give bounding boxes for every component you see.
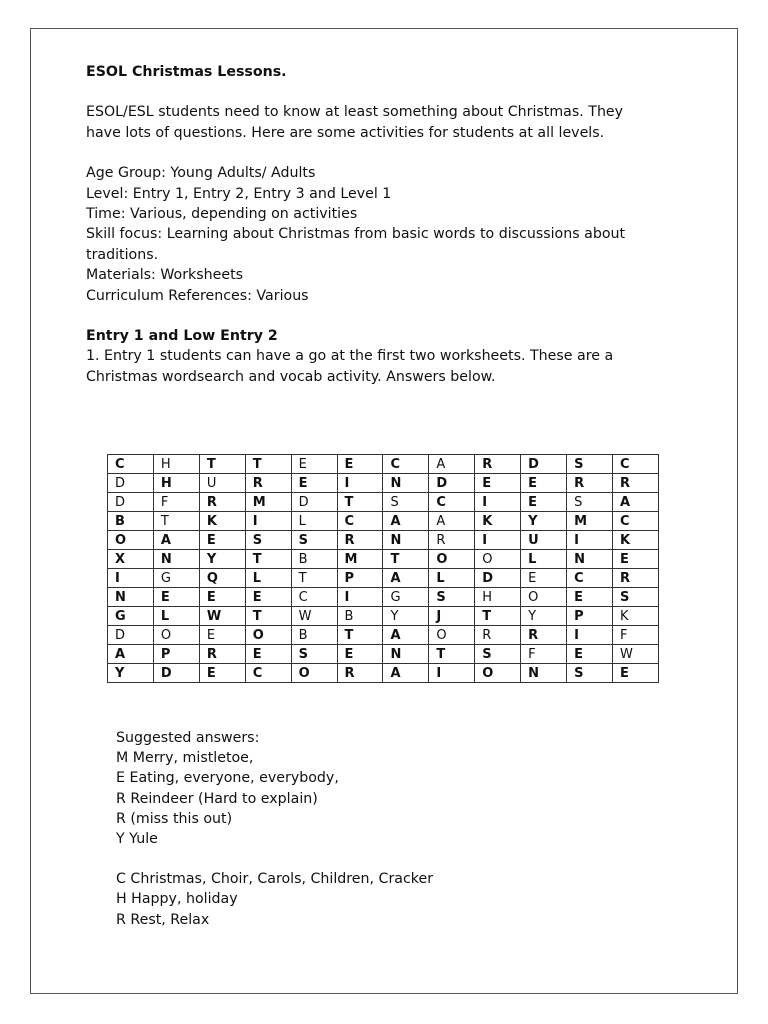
grid-cell: O — [521, 588, 567, 607]
section-heading: Entry 1 and Low Entry 2 — [86, 328, 278, 345]
grid-cell: M — [245, 493, 291, 512]
grid-cell: C — [612, 512, 658, 531]
grid-cell: T — [429, 645, 475, 664]
document-title: ESOL Christmas Lessons. — [86, 64, 287, 80]
grid-cell: S — [291, 645, 337, 664]
lesson-details — [86, 163, 646, 306]
document-body — [86, 62, 646, 387]
grid-cell: L — [245, 569, 291, 588]
grid-cell: R — [521, 626, 567, 645]
grid-cell: E — [475, 474, 521, 493]
grid-cell: W — [291, 607, 337, 626]
grid-cell: R — [475, 455, 521, 474]
grid-cell: S — [567, 664, 613, 683]
grid-cell: O — [429, 550, 475, 569]
wordsearch-grid — [107, 454, 659, 683]
grid-cell: A — [383, 512, 429, 531]
grid-cell: P — [153, 645, 199, 664]
grid-cell: N — [108, 588, 154, 607]
grid-cell: R — [337, 531, 383, 550]
grid-cell: E — [521, 569, 567, 588]
grid-cell: S — [429, 588, 475, 607]
grid-cell: E — [291, 474, 337, 493]
grid-cell: M — [337, 550, 383, 569]
grid-cell: I — [567, 531, 613, 550]
answer-line: C Christmas, Choir, Carols, Children, Cracker — [116, 871, 434, 888]
grid-cell: B — [291, 626, 337, 645]
grid-cell: S — [567, 493, 613, 512]
grid-cell: O — [475, 664, 521, 683]
grid-cell: O — [245, 626, 291, 645]
grid-cell: N — [153, 550, 199, 569]
grid-cell: I — [245, 512, 291, 531]
grid-cell: E — [567, 588, 613, 607]
grid-cell: Y — [108, 664, 154, 683]
grid-cell: R — [612, 474, 658, 493]
grid-cell: L — [429, 569, 475, 588]
grid-cell: A — [153, 531, 199, 550]
grid-cell: L — [291, 512, 337, 531]
grid-cell: E — [245, 588, 291, 607]
grid-cell: H — [153, 474, 199, 493]
grid-cell: T — [245, 607, 291, 626]
grid-cell: E — [199, 664, 245, 683]
grid-cell: B — [337, 607, 383, 626]
grid-row — [108, 474, 659, 493]
grid-cell: R — [475, 626, 521, 645]
grid-cell: O — [429, 626, 475, 645]
answer-line: R Rest, Relax — [116, 911, 210, 928]
grid-cell: A — [429, 455, 475, 474]
grid-cell: T — [245, 550, 291, 569]
grid-cell: B — [291, 550, 337, 569]
detail-materials: Materials: Worksheets — [86, 267, 244, 284]
grid-row — [108, 493, 659, 512]
section-text: 1. Entry 1 students can have a go at the first two worksheets. These are a Christmas wordsearch and vocab activity. Answers below. — [86, 348, 614, 385]
grid-cell: W — [612, 645, 658, 664]
grid-cell: O — [291, 664, 337, 683]
grid-cell: D — [291, 493, 337, 512]
detail-age-group: Age Group: Young Adults/ Adults — [86, 165, 316, 182]
grid-cell: S — [475, 645, 521, 664]
grid-cell: E — [337, 455, 383, 474]
grid-row — [108, 645, 659, 664]
grid-cell: H — [153, 455, 199, 474]
grid-cell: D — [429, 474, 475, 493]
detail-skill-focus: Skill focus: Learning about Christmas from basic words to discussions about traditions. — [86, 226, 626, 263]
grid-cell: K — [199, 512, 245, 531]
grid-row — [108, 455, 659, 474]
answer-line: R (miss this out) — [116, 810, 233, 827]
grid-cell: S — [567, 455, 613, 474]
grid-cell: T — [337, 626, 383, 645]
grid-cell: A — [383, 664, 429, 683]
grid-cell: E — [521, 474, 567, 493]
intro-paragraph: ESOL/ESL students need to know at least something about Christmas. They have lots of questions. Here are some activities for students at all levels. — [86, 104, 624, 141]
grid-cell: I — [337, 474, 383, 493]
grid-cell: C — [612, 455, 658, 474]
grid-cell: K — [475, 512, 521, 531]
answer-line: R Reindeer (Hard to explain) — [116, 790, 318, 807]
grid-cell: C — [383, 455, 429, 474]
grid-cell: E — [567, 645, 613, 664]
grid-cell: D — [108, 626, 154, 645]
grid-cell: F — [153, 493, 199, 512]
grid-cell: W — [199, 607, 245, 626]
grid-row — [108, 512, 659, 531]
grid-cell: T — [245, 455, 291, 474]
grid-cell: F — [521, 645, 567, 664]
grid-cell: A — [383, 626, 429, 645]
grid-cell: O — [153, 626, 199, 645]
grid-cell: M — [567, 512, 613, 531]
grid-cell: Y — [383, 607, 429, 626]
grid-cell: E — [199, 531, 245, 550]
grid-cell: I — [567, 626, 613, 645]
grid-cell: D — [108, 493, 154, 512]
answer-line: Y Yule — [116, 831, 158, 848]
grid-row — [108, 626, 659, 645]
grid-cell: I — [337, 588, 383, 607]
grid-cell: A — [383, 569, 429, 588]
grid-cell: E — [245, 645, 291, 664]
grid-cell: A — [429, 512, 475, 531]
grid-cell: X — [108, 550, 154, 569]
grid-cell: U — [199, 474, 245, 493]
grid-cell: E — [291, 455, 337, 474]
answers-heading: Suggested answers: — [116, 730, 260, 746]
grid-row — [108, 588, 659, 607]
grid-row — [108, 607, 659, 626]
grid-cell: N — [383, 474, 429, 493]
grid-cell: T — [291, 569, 337, 588]
grid-cell: I — [429, 664, 475, 683]
grid-cell: R — [612, 569, 658, 588]
grid-cell: R — [199, 493, 245, 512]
grid-cell: E — [153, 588, 199, 607]
grid-cell: O — [108, 531, 154, 550]
grid-cell: T — [199, 455, 245, 474]
grid-row — [108, 531, 659, 550]
grid-cell: E — [337, 645, 383, 664]
grid-cell: Y — [521, 607, 567, 626]
grid-cell: S — [245, 531, 291, 550]
detail-level: Level: Entry 1, Entry 2, Entry 3 and Level 1 — [86, 185, 392, 202]
grid-cell: L — [153, 607, 199, 626]
grid-cell: R — [199, 645, 245, 664]
grid-cell: C — [567, 569, 613, 588]
grid-cell: B — [108, 512, 154, 531]
grid-cell: S — [383, 493, 429, 512]
grid-cell: J — [429, 607, 475, 626]
grid-cell: E — [612, 664, 658, 683]
grid-cell: E — [199, 626, 245, 645]
grid-cell: E — [521, 493, 567, 512]
grid-row — [108, 569, 659, 588]
grid-cell: H — [475, 588, 521, 607]
grid-cell: Y — [199, 550, 245, 569]
grid-cell: D — [108, 474, 154, 493]
grid-cell: K — [612, 531, 658, 550]
grid-cell: O — [475, 550, 521, 569]
grid-cell: I — [475, 493, 521, 512]
grid-cell: I — [108, 569, 154, 588]
grid-cell: R — [567, 474, 613, 493]
grid-cell: G — [383, 588, 429, 607]
grid-cell: G — [108, 607, 154, 626]
grid-cell: N — [383, 645, 429, 664]
grid-cell: D — [475, 569, 521, 588]
answer-line: M Merry, mistletoe, — [116, 750, 254, 767]
grid-row — [108, 550, 659, 569]
grid-cell: D — [521, 455, 567, 474]
grid-cell: T — [153, 512, 199, 531]
grid-cell: C — [337, 512, 383, 531]
grid-cell: G — [153, 569, 199, 588]
grid-row — [108, 664, 659, 683]
grid-cell: C — [429, 493, 475, 512]
grid-cell: T — [383, 550, 429, 569]
grid-cell: N — [521, 664, 567, 683]
grid-cell: N — [383, 531, 429, 550]
grid-cell: F — [612, 626, 658, 645]
grid-cell: C — [291, 588, 337, 607]
grid-cell: E — [199, 588, 245, 607]
detail-curriculum: Curriculum References: Various — [86, 287, 309, 304]
grid-cell: I — [475, 531, 521, 550]
grid-cell: R — [245, 474, 291, 493]
grid-cell: T — [337, 493, 383, 512]
grid-cell: K — [612, 607, 658, 626]
answers-section — [116, 728, 676, 930]
answer-line: H Happy, holiday — [116, 891, 238, 908]
detail-time: Time: Various, depending on activities — [86, 206, 358, 223]
grid-cell: C — [245, 664, 291, 683]
grid-cell: E — [612, 550, 658, 569]
grid-cell: N — [567, 550, 613, 569]
grid-cell: P — [337, 569, 383, 588]
grid-cell: Q — [199, 569, 245, 588]
grid-cell: R — [337, 664, 383, 683]
grid-cell: A — [612, 493, 658, 512]
grid-cell: A — [108, 645, 154, 664]
grid-cell: C — [108, 455, 154, 474]
grid-cell: T — [475, 607, 521, 626]
grid-cell: S — [291, 531, 337, 550]
grid-cell: Y — [521, 512, 567, 531]
grid-cell: L — [521, 550, 567, 569]
grid-cell: S — [612, 588, 658, 607]
grid-cell: P — [567, 607, 613, 626]
answer-line: E Eating, everyone, everybody, — [116, 770, 339, 787]
grid-cell: R — [429, 531, 475, 550]
grid-cell: D — [153, 664, 199, 683]
grid-cell: U — [521, 531, 567, 550]
